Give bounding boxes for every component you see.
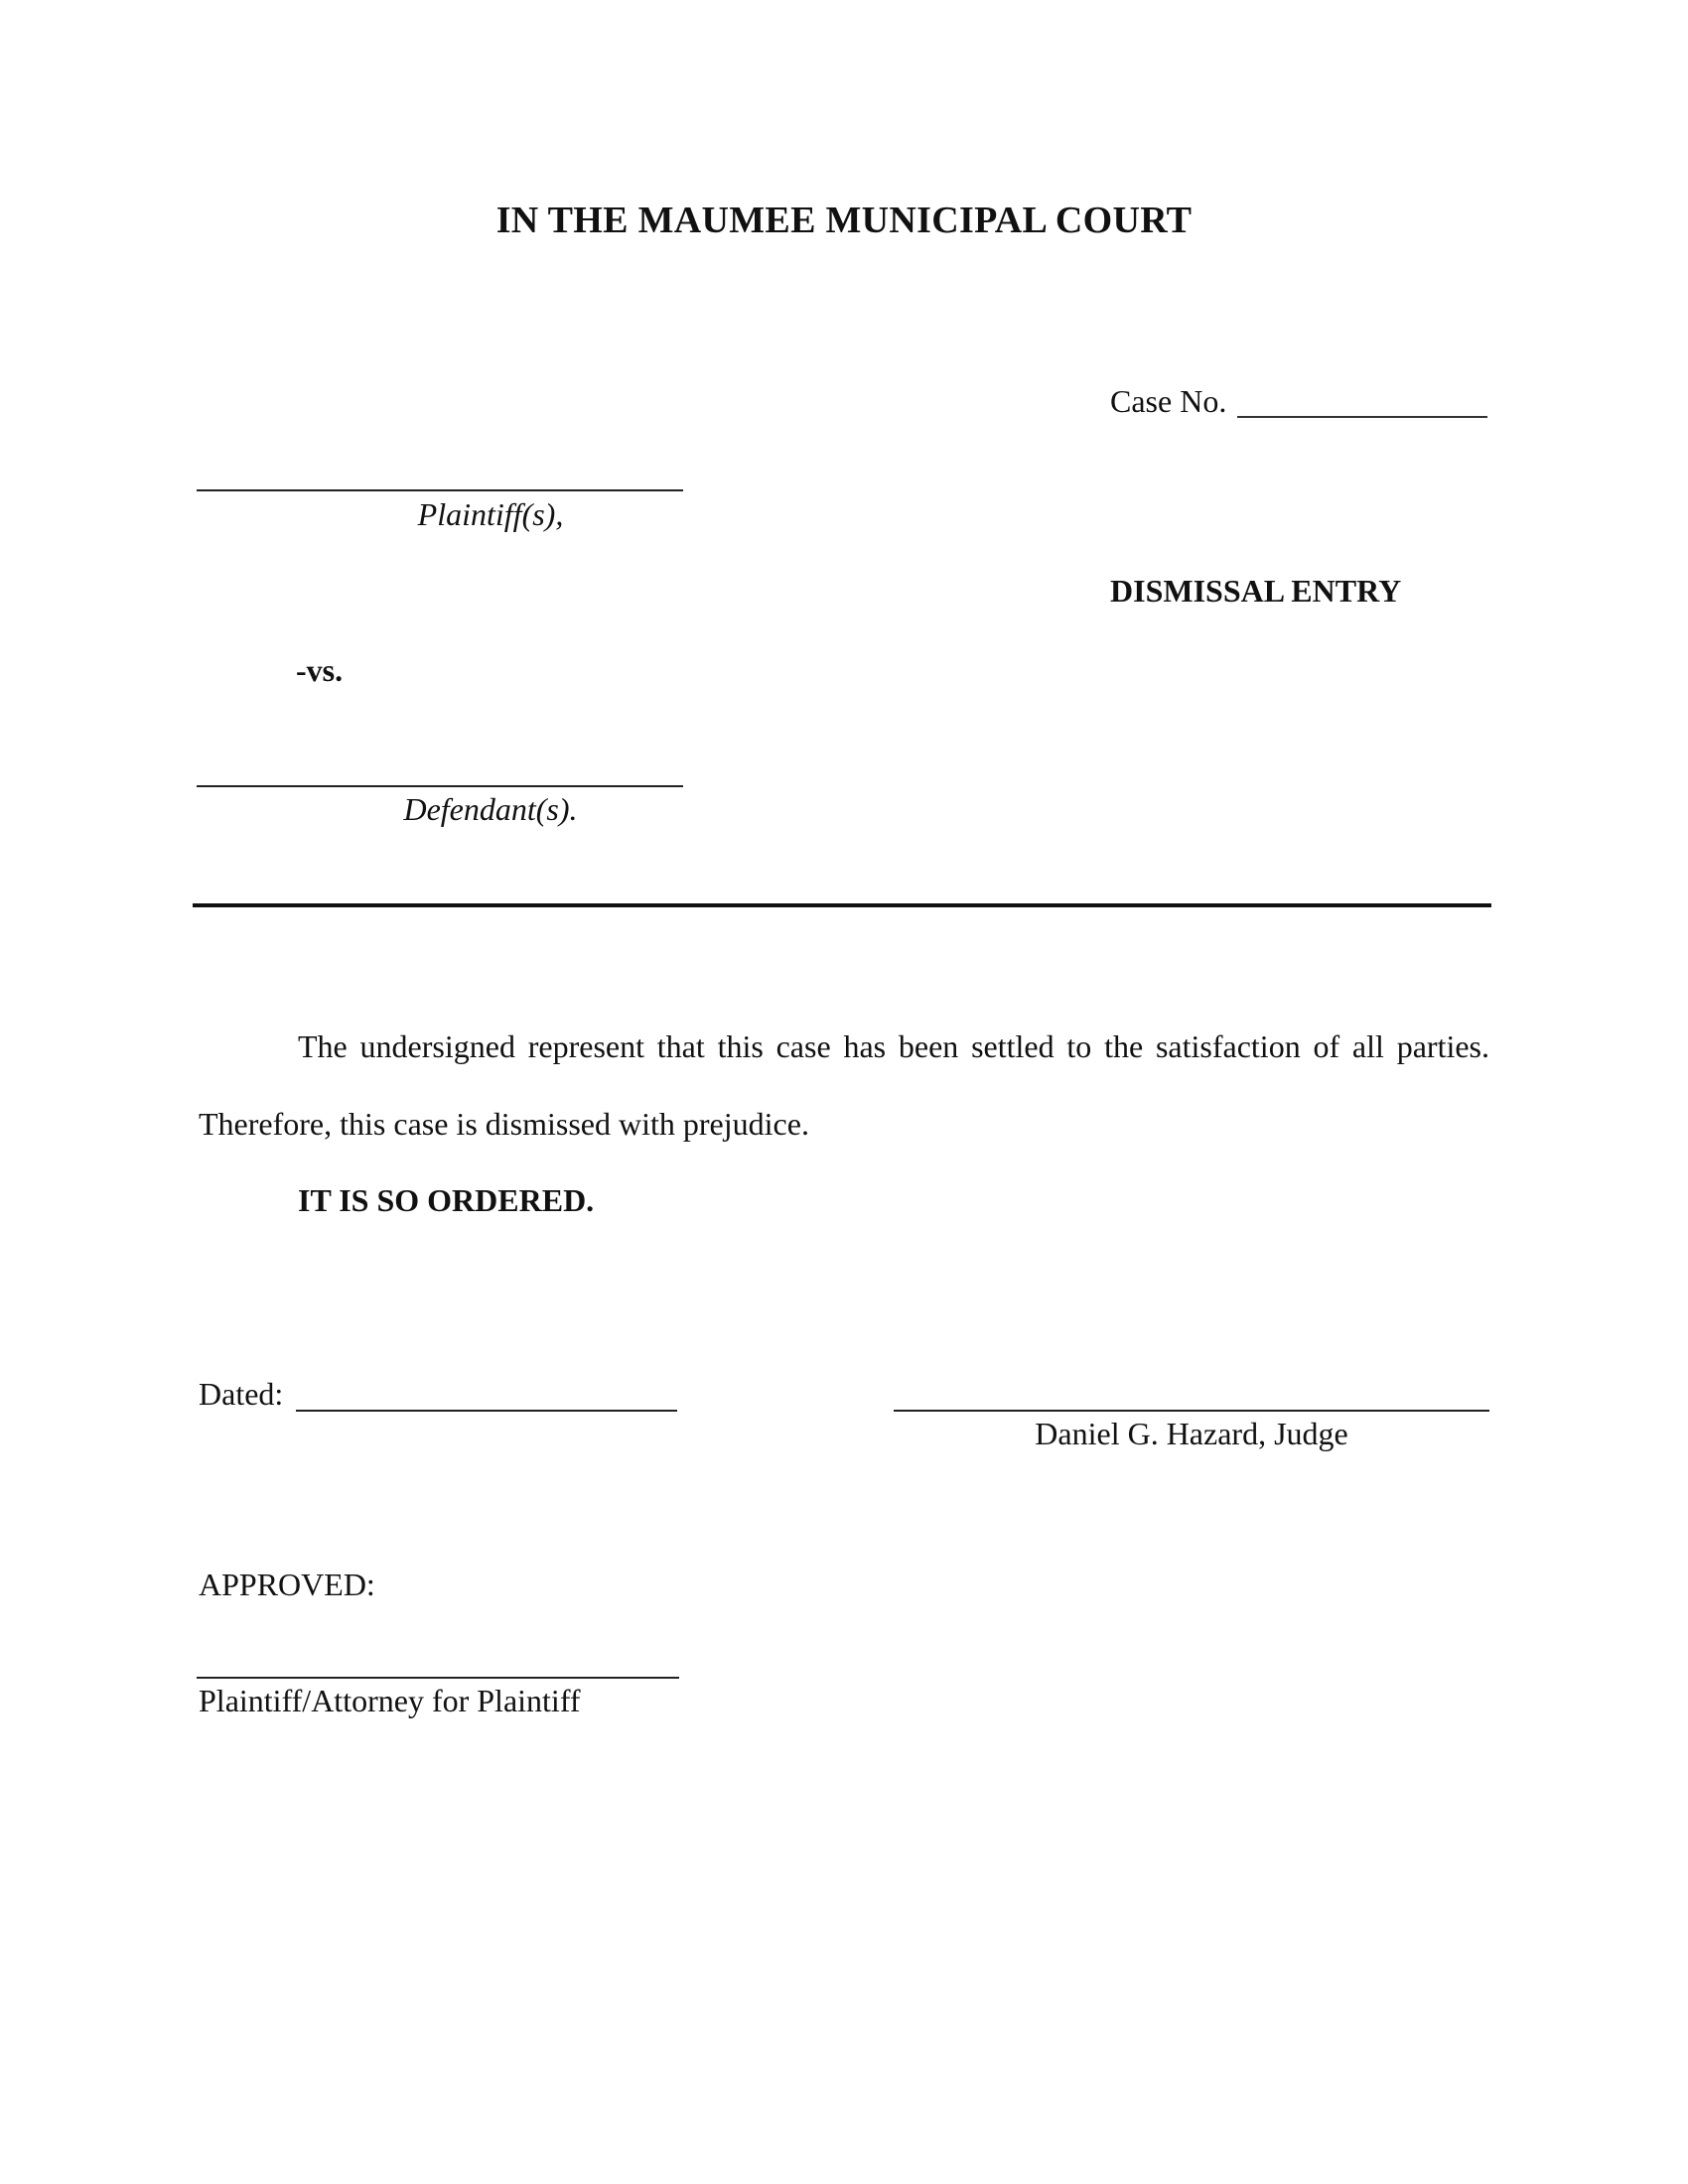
plaintiff-name-line[interactable] <box>197 489 683 491</box>
order-statement: IT IS SO ORDERED. <box>298 1182 595 1218</box>
defendant-name-line[interactable] <box>197 785 683 787</box>
case-number-line[interactable] <box>1237 416 1487 418</box>
judge-signature-label: Daniel G. Hazard, Judge <box>1035 1416 1348 1451</box>
dated-line[interactable] <box>296 1410 677 1412</box>
plaintiff-attorney-label: Plaintiff/Attorney for Plaintiff <box>199 1683 581 1718</box>
plaintiff-attorney-signature-line[interactable] <box>197 1677 679 1679</box>
entry-title: DISMISSAL ENTRY <box>1110 573 1402 609</box>
approved-label: APPROVED: <box>199 1567 375 1602</box>
court-title: IN THE MAUMEE MUNICIPAL COURT <box>495 200 1193 241</box>
caption-divider <box>193 903 1491 907</box>
case-number-label: Case No. <box>1110 383 1227 419</box>
versus-label: -vs. <box>296 652 344 688</box>
judge-signature-line[interactable] <box>894 1410 1489 1412</box>
body-paragraph: The undersigned represent that this case has been settled to the satisfaction of all parties. Therefore, this case is dismissed with prejudice. <box>199 1028 1489 1142</box>
dated-label: Dated: <box>199 1376 284 1412</box>
plaintiff-label: Plaintiff(s), <box>417 496 564 532</box>
defendant-label: Defendant(s). <box>403 791 578 827</box>
